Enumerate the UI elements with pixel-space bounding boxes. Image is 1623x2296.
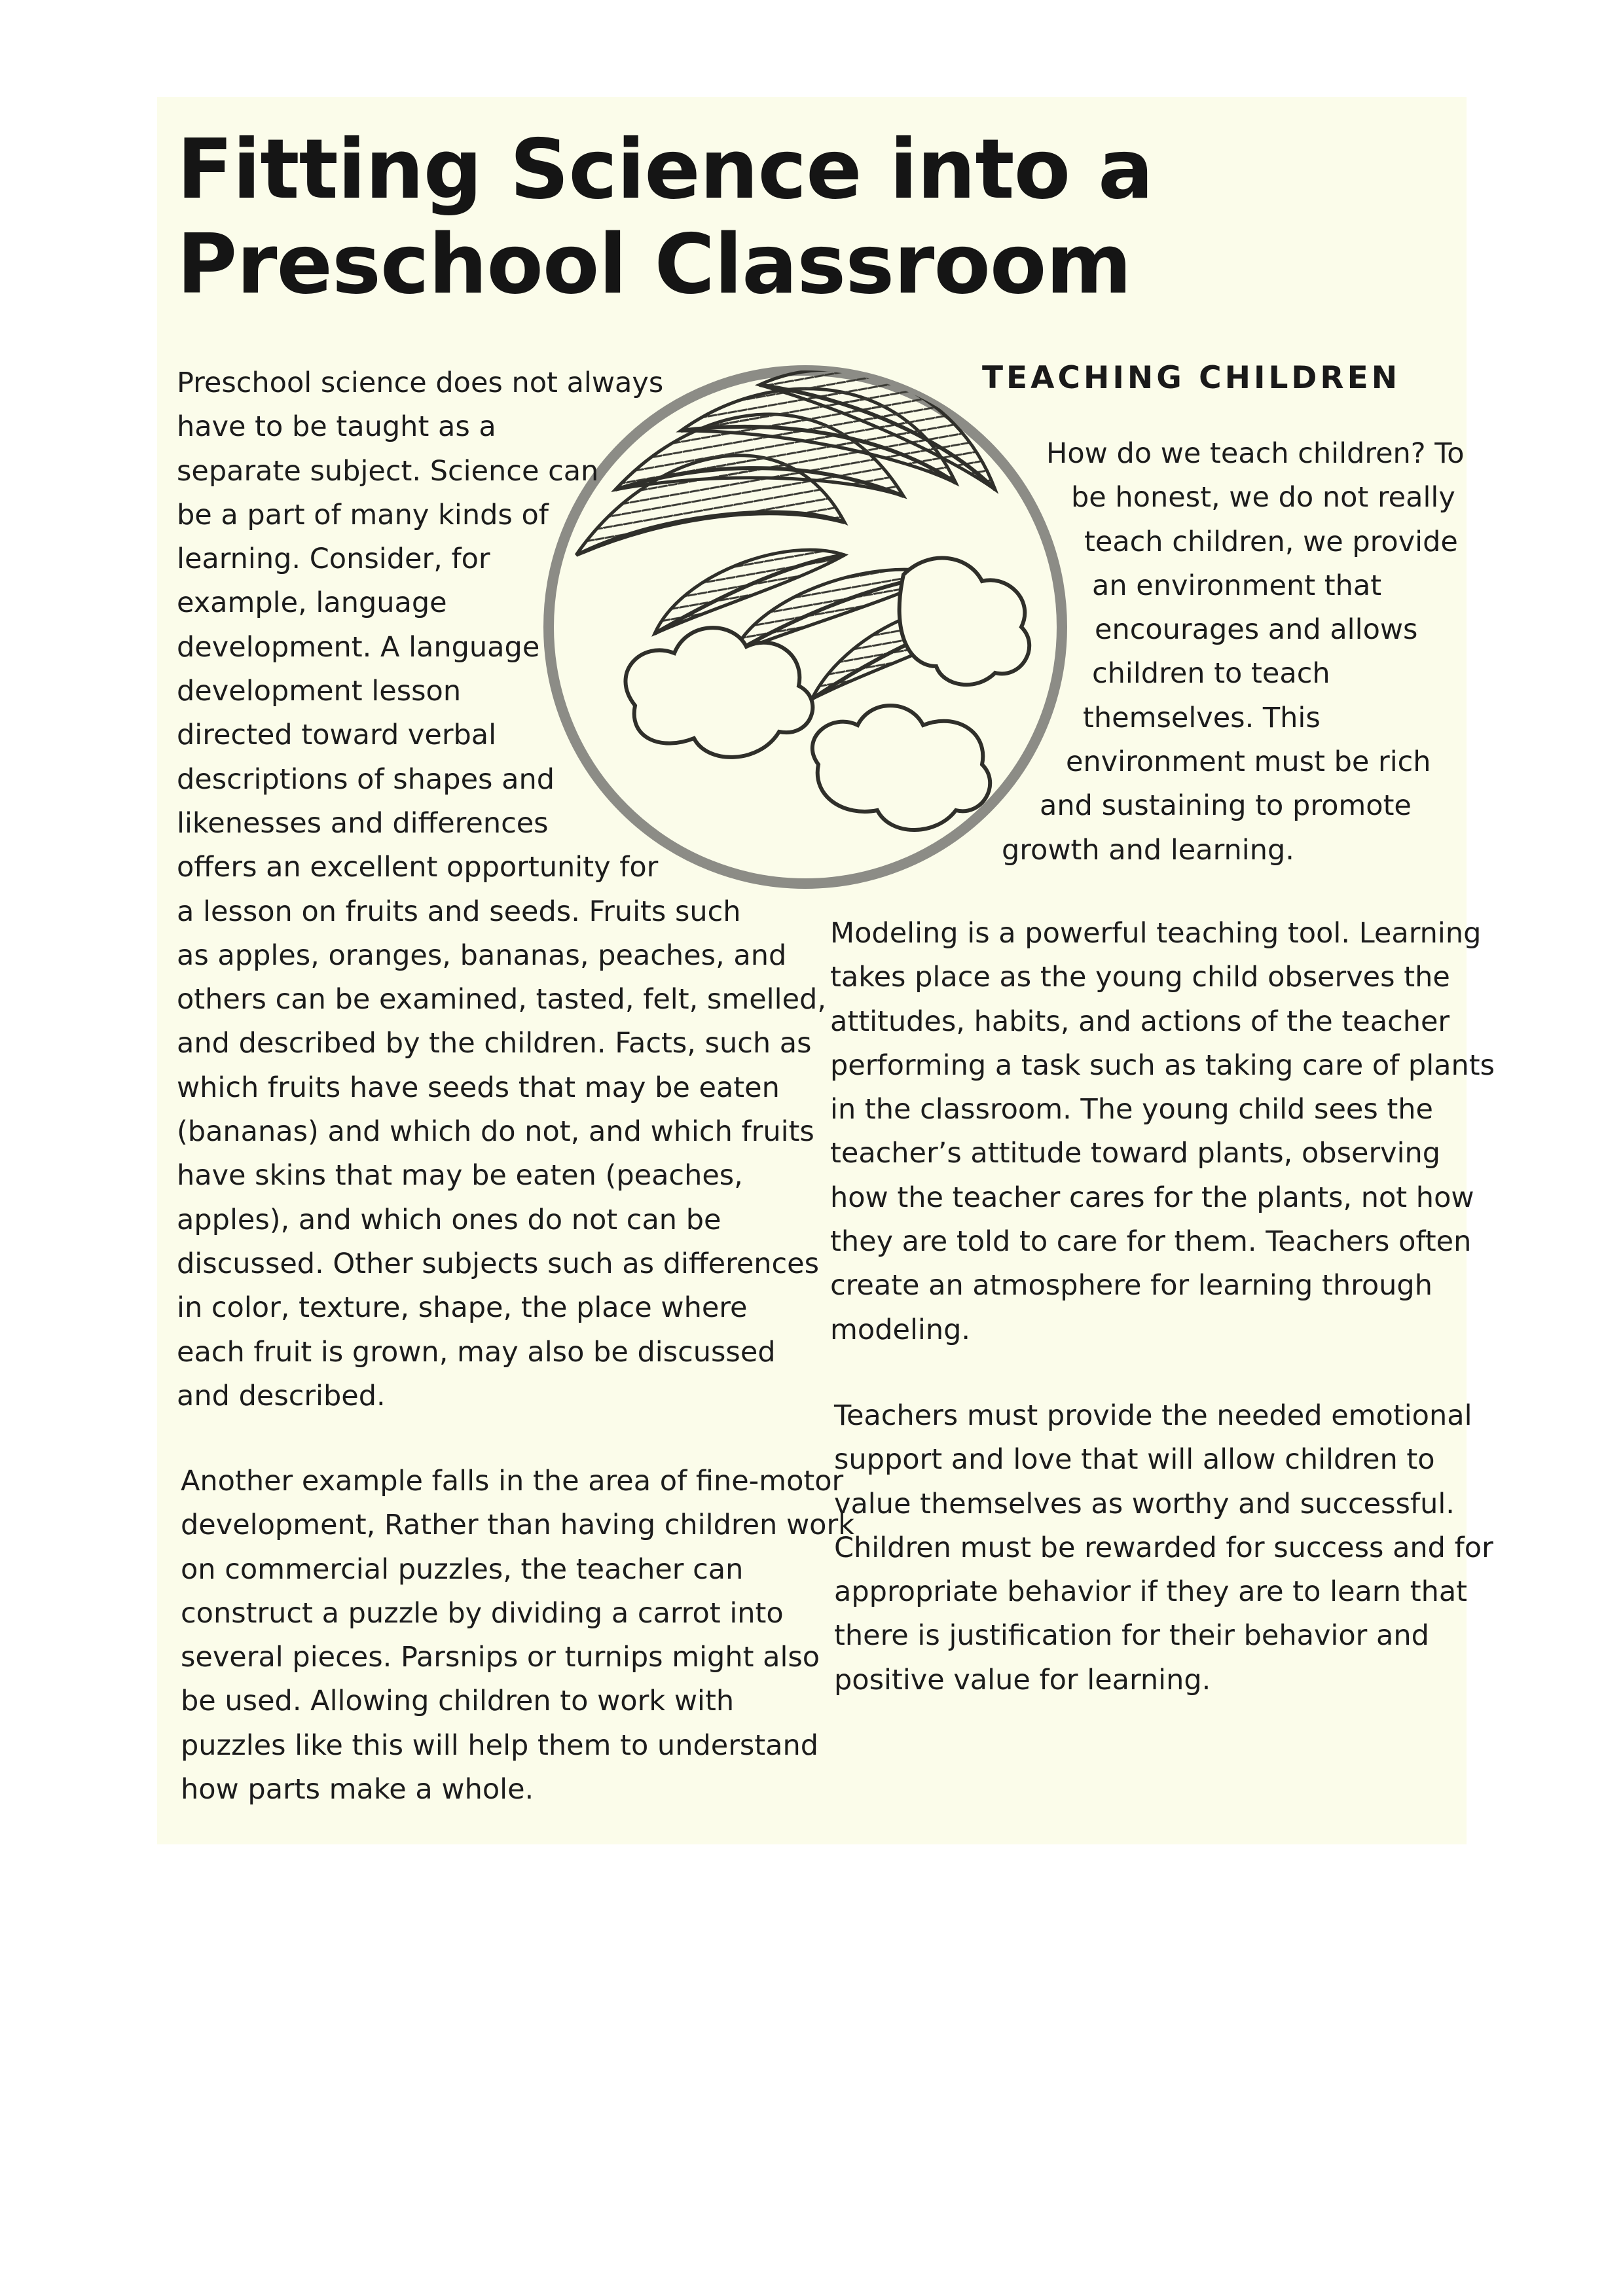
title-line-2: Preschool Classroom xyxy=(177,216,1131,312)
text-line: which fruits have seeds that may be eaten xyxy=(177,1071,780,1104)
text-line: they are told to care for them. Teachers often xyxy=(830,1225,1472,1259)
text-line: directed toward verbal xyxy=(177,719,497,752)
text-line: and described by the children. Facts, such as xyxy=(177,1027,812,1060)
text-line: construct a puzzle by dividing a carrot into xyxy=(181,1596,784,1630)
text-line: have skins that may be eaten (peaches, xyxy=(177,1159,743,1193)
text-line: as apples, oranges, bananas, peaches, and xyxy=(177,939,787,972)
title-line-1: Fitting Science into a xyxy=(177,121,1154,217)
text-line: development, Rather than having children work xyxy=(181,1509,855,1542)
text-line: support and love that will allow children to xyxy=(834,1443,1435,1477)
right-paragraph-2 xyxy=(830,912,1495,1352)
right-paragraph-1 xyxy=(0,432,1623,872)
text-line: attitudes, habits, and actions of the teacher xyxy=(830,1005,1450,1038)
text-line: performing a task such as taking care of plants xyxy=(830,1049,1495,1082)
text-line: create an atmosphere for learning through xyxy=(830,1269,1432,1302)
text-line: descriptions of shapes and xyxy=(177,762,555,796)
text-line: be honest, we do not really xyxy=(1071,481,1455,514)
text-line: discussed. Other subjects such as differences xyxy=(177,1247,820,1280)
text-line: be a part of many kinds of xyxy=(177,498,549,531)
page-title xyxy=(177,122,1159,312)
section-heading-teaching-children: TEACHING CHILDREN xyxy=(982,360,1401,396)
text-line: offers an excellent opportunity for xyxy=(177,851,659,884)
text-line: learning. Consider, for xyxy=(177,543,490,576)
text-line: and described. xyxy=(177,1379,386,1412)
text-line: several pieces. Parsnips or turnips might also xyxy=(181,1641,820,1674)
text-line: a lesson on fruits and seeds. Fruits such xyxy=(177,895,741,928)
text-line: Children must be rewarded for success and for xyxy=(834,1531,1493,1564)
text-line: separate subject. Science can xyxy=(177,454,599,488)
text-line: encourages and allows xyxy=(1095,613,1418,647)
text-line: each fruit is grown, may also be discussed xyxy=(177,1335,776,1369)
text-line: positive value for learning. xyxy=(834,1663,1211,1696)
left-paragraph-2 xyxy=(181,1460,854,1812)
text-line: likenesses and differences xyxy=(177,806,549,840)
text-line: (bananas) and which do not, and which fruits xyxy=(177,1115,814,1149)
text-line: Another example falls in the area of fine-motor xyxy=(181,1465,844,1498)
text-line: how the teacher cares for the plants, not how xyxy=(830,1181,1474,1214)
text-line: development lesson xyxy=(177,675,462,708)
text-line: themselves. This xyxy=(1083,701,1321,734)
text-line: modeling. xyxy=(830,1313,971,1346)
text-line: takes place as the young child observes the xyxy=(830,961,1450,994)
text-line: be used. Allowing children to work with xyxy=(181,1685,735,1718)
text-line: Teachers must provide the needed emotional xyxy=(834,1399,1472,1432)
text-line: How do we teach children? To xyxy=(1046,437,1465,470)
text-line: teacher’s attitude toward plants, observing xyxy=(830,1137,1441,1170)
text-line: environment must be rich xyxy=(1066,745,1431,779)
text-line: there is justification for their behavior and xyxy=(834,1619,1429,1653)
text-line: growth and learning. xyxy=(1002,833,1294,867)
text-line: development. A language xyxy=(177,630,540,664)
text-line: how parts make a whole. xyxy=(181,1773,534,1806)
text-line: example, language xyxy=(177,586,447,620)
right-paragraph-3 xyxy=(834,1394,1493,1702)
text-line: teach children, we provide xyxy=(1084,525,1458,558)
text-line: in color, texture, shape, the place where xyxy=(177,1291,748,1325)
text-line: appropriate behavior if they are to learn that xyxy=(834,1575,1468,1609)
text-line: an environment that xyxy=(1092,569,1382,602)
text-line: puzzles like this will help them to understand xyxy=(181,1729,819,1762)
text-line: Modeling is a powerful teaching tool. Learning xyxy=(830,917,1482,950)
text-line: Preschool science does not always xyxy=(177,367,664,399)
text-line: have to be taught as a xyxy=(177,410,496,444)
text-line: apples), and which ones do not can be xyxy=(177,1203,721,1236)
text-line: and sustaining to promote xyxy=(1040,789,1412,823)
text-line: children to teach xyxy=(1092,657,1330,691)
text-line: value themselves as worthy and successful. xyxy=(834,1487,1455,1520)
text-line: others can be examined, tasted, felt, smelled, xyxy=(177,983,826,1016)
text-line: on commercial puzzles, the teacher can xyxy=(181,1552,744,1586)
text-line: in the classroom. The young child sees the xyxy=(830,1093,1433,1126)
